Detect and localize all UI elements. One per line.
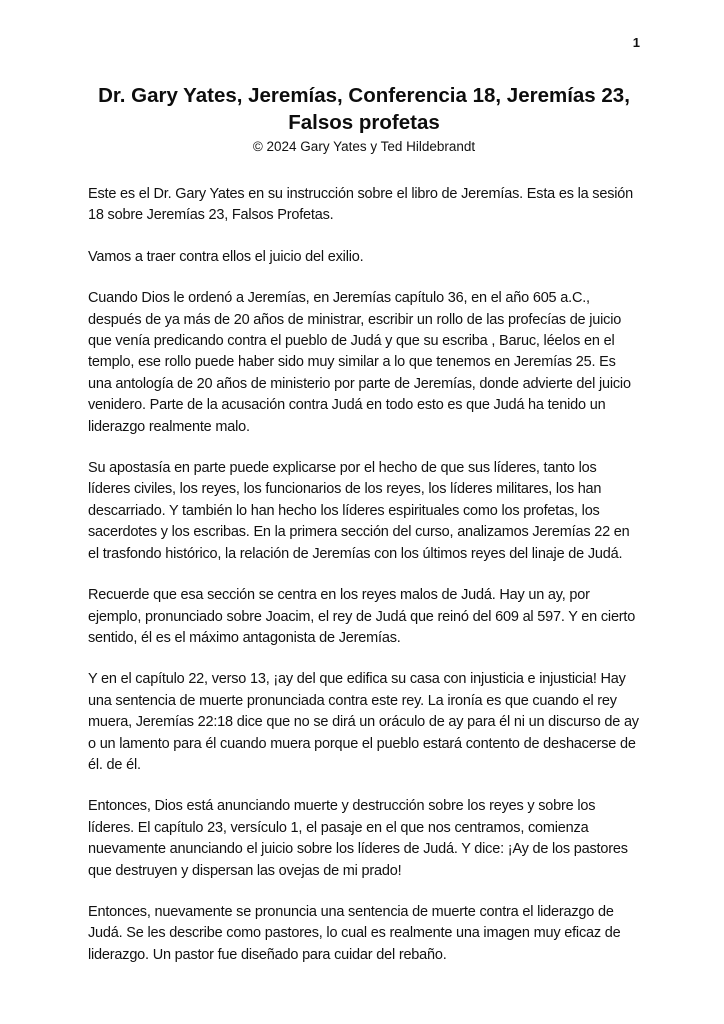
paragraph: Cuando Dios le ordenó a Jeremías, en Jeremías capítulo 36, en el año 605 a.C., después de ya más de 20 años de ministrar, escribir un rollo de las profecías de juicio que venía predicando contra el pueblo de Judá y que su escriba , Baruc, léelos en el templo, ese rollo puede haber sido muy similar a lo que tenemos en Jeremías 25. Es una antología de 20 años de ministerio por parte de Jeremías, donde advierte del juicio venidero. Parte de la acusación contra Judá en todo esto es que Judá ha tenido un liderazgo realmente malo. (88, 290, 631, 435)
page-number: 1 (632, 35, 640, 50)
document-title (88, 82, 640, 136)
document-title-line1: Dr. Gary Yates, Jeremías, Conferencia 18, Jeremías 23, (98, 84, 630, 107)
transcript-body (88, 184, 640, 966)
paragraph: Vamos a traer contra ellos el juicio del exilio. (88, 248, 364, 265)
paragraph: Entonces, nuevamente se pronuncia una sentencia de muerte contra el liderazgo de Judá. Se les describe como pastores, lo cual es realmente una imagen muy eficaz de liderazgo. Un pastor fue diseñado para cuidar del rebaño. (88, 903, 621, 963)
paragraph: Su apostasía en parte puede explicarse por el hecho de que sus líderes, tanto los líderes civiles, los reyes, los funcionarios de los reyes, los líderes militares, los han descarriado. Y también lo han hecho los líderes espirituales como los profetas, los sacerdotes y los escribas. En la primera sección del curso, analizamos Jeremías 22 en el trasfondo histórico, la relación de Jeremías con los últimos reyes del linaje de Judá. (88, 460, 630, 562)
document-title-line2: Falsos profetas (288, 111, 440, 134)
paragraph: Este es el Dr. Gary Yates en su instrucción sobre el libro de Jeremías. Esta es la sesión 18 sobre Jeremías 23, Falsos Profetas. (88, 186, 634, 224)
copyright-line: © 2024 Gary Yates y Ted Hildebrandt (252, 139, 476, 154)
paragraph: Recuerde que esa sección se centra en los reyes malos de Judá. Hay un ay, por ejemplo, pronunciado sobre Joacim, el rey de Judá que reinó del 609 al 597. Y en cierto sentido, él es el máximo antagonista de Jeremías. (88, 587, 636, 646)
paragraph: Entonces, Dios está anunciando muerte y destrucción sobre los reyes y sobre los líderes. El capítulo 23, versículo 1, el pasaje en el que nos centramos, comienza nuevamente anunciando el juicio sobre los líderes de Judá. Y dice: ¡Ay de los pastores que destruyen y dispersan las ovejas de mi prado! (88, 798, 628, 879)
paragraph: Y en el capítulo 22, verso 13, ¡ay del que edifica su casa con injusticia e injusticia! Hay una sentencia de muerte pronunciada contra este rey. La ironía es que cuando el rey muera, Jeremías 22:18 dice que no se dirá un oráculo de ay para él ni un discurso de ay o un lamento para él cuando muera porque el pueblo estará contento de deshacerse de él. de él. (88, 671, 639, 773)
